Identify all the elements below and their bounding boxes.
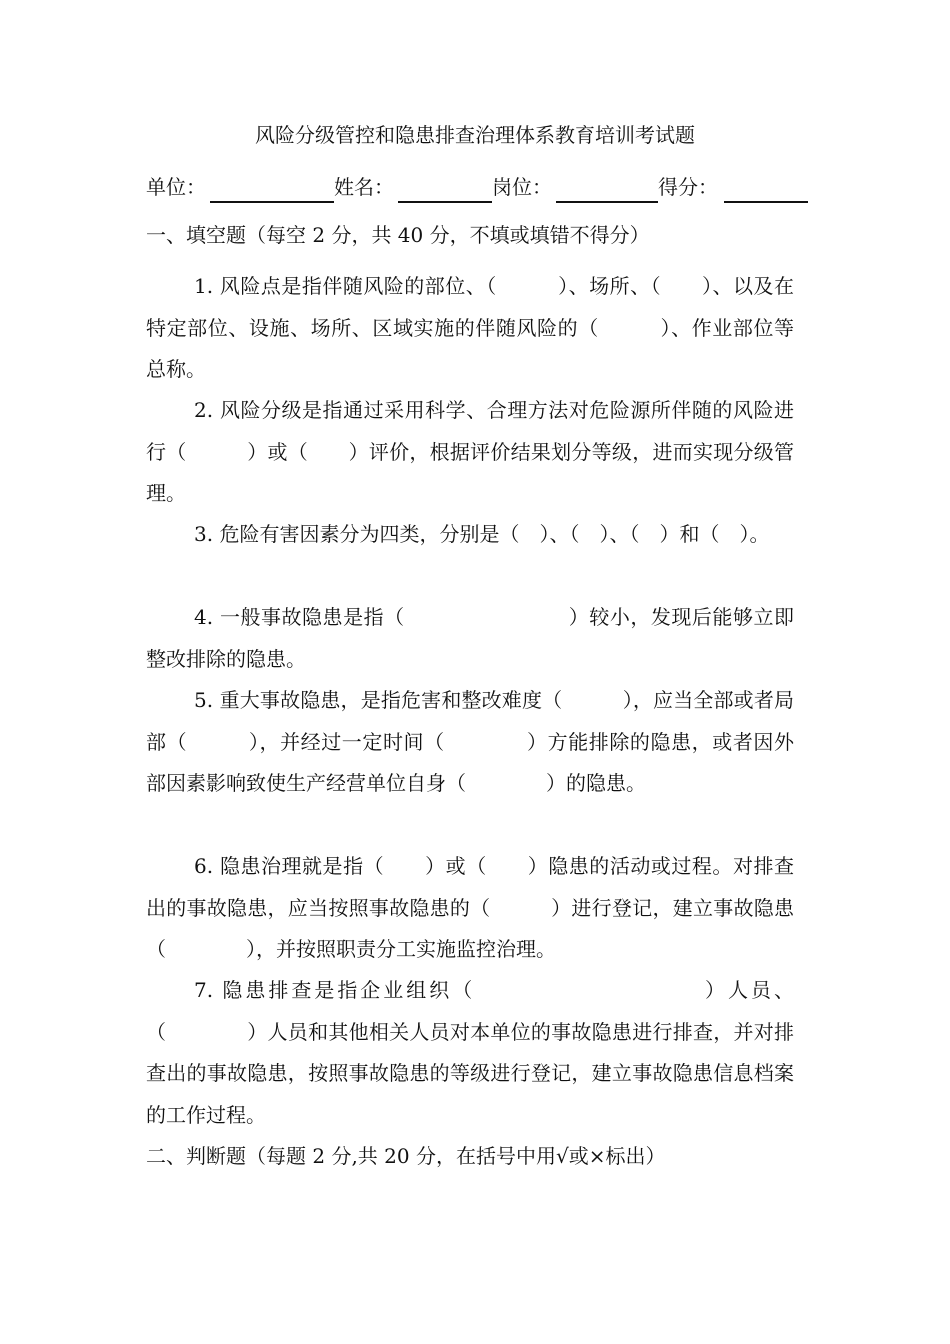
question-4: 4. 一般事故隐患是指（ ）较小，发现后能够立即整改排除的隐患。 — [146, 605, 794, 671]
info-row — [146, 170, 811, 204]
unit-blank[interactable] — [210, 201, 334, 203]
name-blank[interactable] — [398, 201, 492, 203]
question-5: 5. 重大事故隐患，是指危害和整改难度（ ），应当全部或者局部（ ），并经过一定时间（ ）方能排除的隐患，或者因外部因素影响致使生产经营单位自身（ ）的隐患。 — [146, 688, 794, 795]
question-6: 6. 隐患治理就是指（ ）或（ ）隐患的活动或过程。对排查出的事故隐患，应当按照事故隐患的（ ）进行登记，建立事故隐患（ ），并按照职责分工实施监控治理。 — [146, 854, 794, 961]
question-1: 1. 风险点是指伴随风险的部位、（ ）、场所、（ ）、以及在特定部位、设施、场所、区域实施的伴随风险的（ ）、作业部位等总称。 — [146, 274, 794, 381]
score-blank[interactable] — [724, 201, 808, 203]
question-7: 7. 隐患排查是指企业组织（ ）人员、（ ）人员和其他相关人员对本单位的事故隐患进行排查，并对排查出的事故隐患，按照事故隐患的等级进行登记，建立事故隐患信息档案的工作过程。 — [146, 978, 794, 1127]
name-label: 姓名： — [334, 175, 394, 199]
post-blank[interactable] — [556, 201, 658, 203]
score-label: 得分： — [658, 175, 718, 199]
page-title: 风险分级管控和隐患排查治理体系教育培训考试题 — [255, 123, 695, 147]
section-fill-in-blank-heading: 一、填空题（每空 2 分，共 40 分，不填或填错不得分） — [146, 223, 650, 247]
question-2: 2. 风险分级是指通过采用科学、合理方法对危险源所伴随的风险进行（ ）或（ ）评价，根据评价结果划分等级，进而实现分级管理。 — [146, 398, 794, 505]
unit-label: 单位： — [146, 175, 206, 199]
section-true-false-heading: 二、判断题（每题 2 分,共 20 分，在括号中用√或×标出） — [146, 1144, 666, 1168]
post-label: 岗位： — [492, 175, 552, 199]
question-3: 3. 危险有害因素分为四类，分别是（ ）、（ ）、（ ）和（ ）。 — [194, 522, 770, 546]
